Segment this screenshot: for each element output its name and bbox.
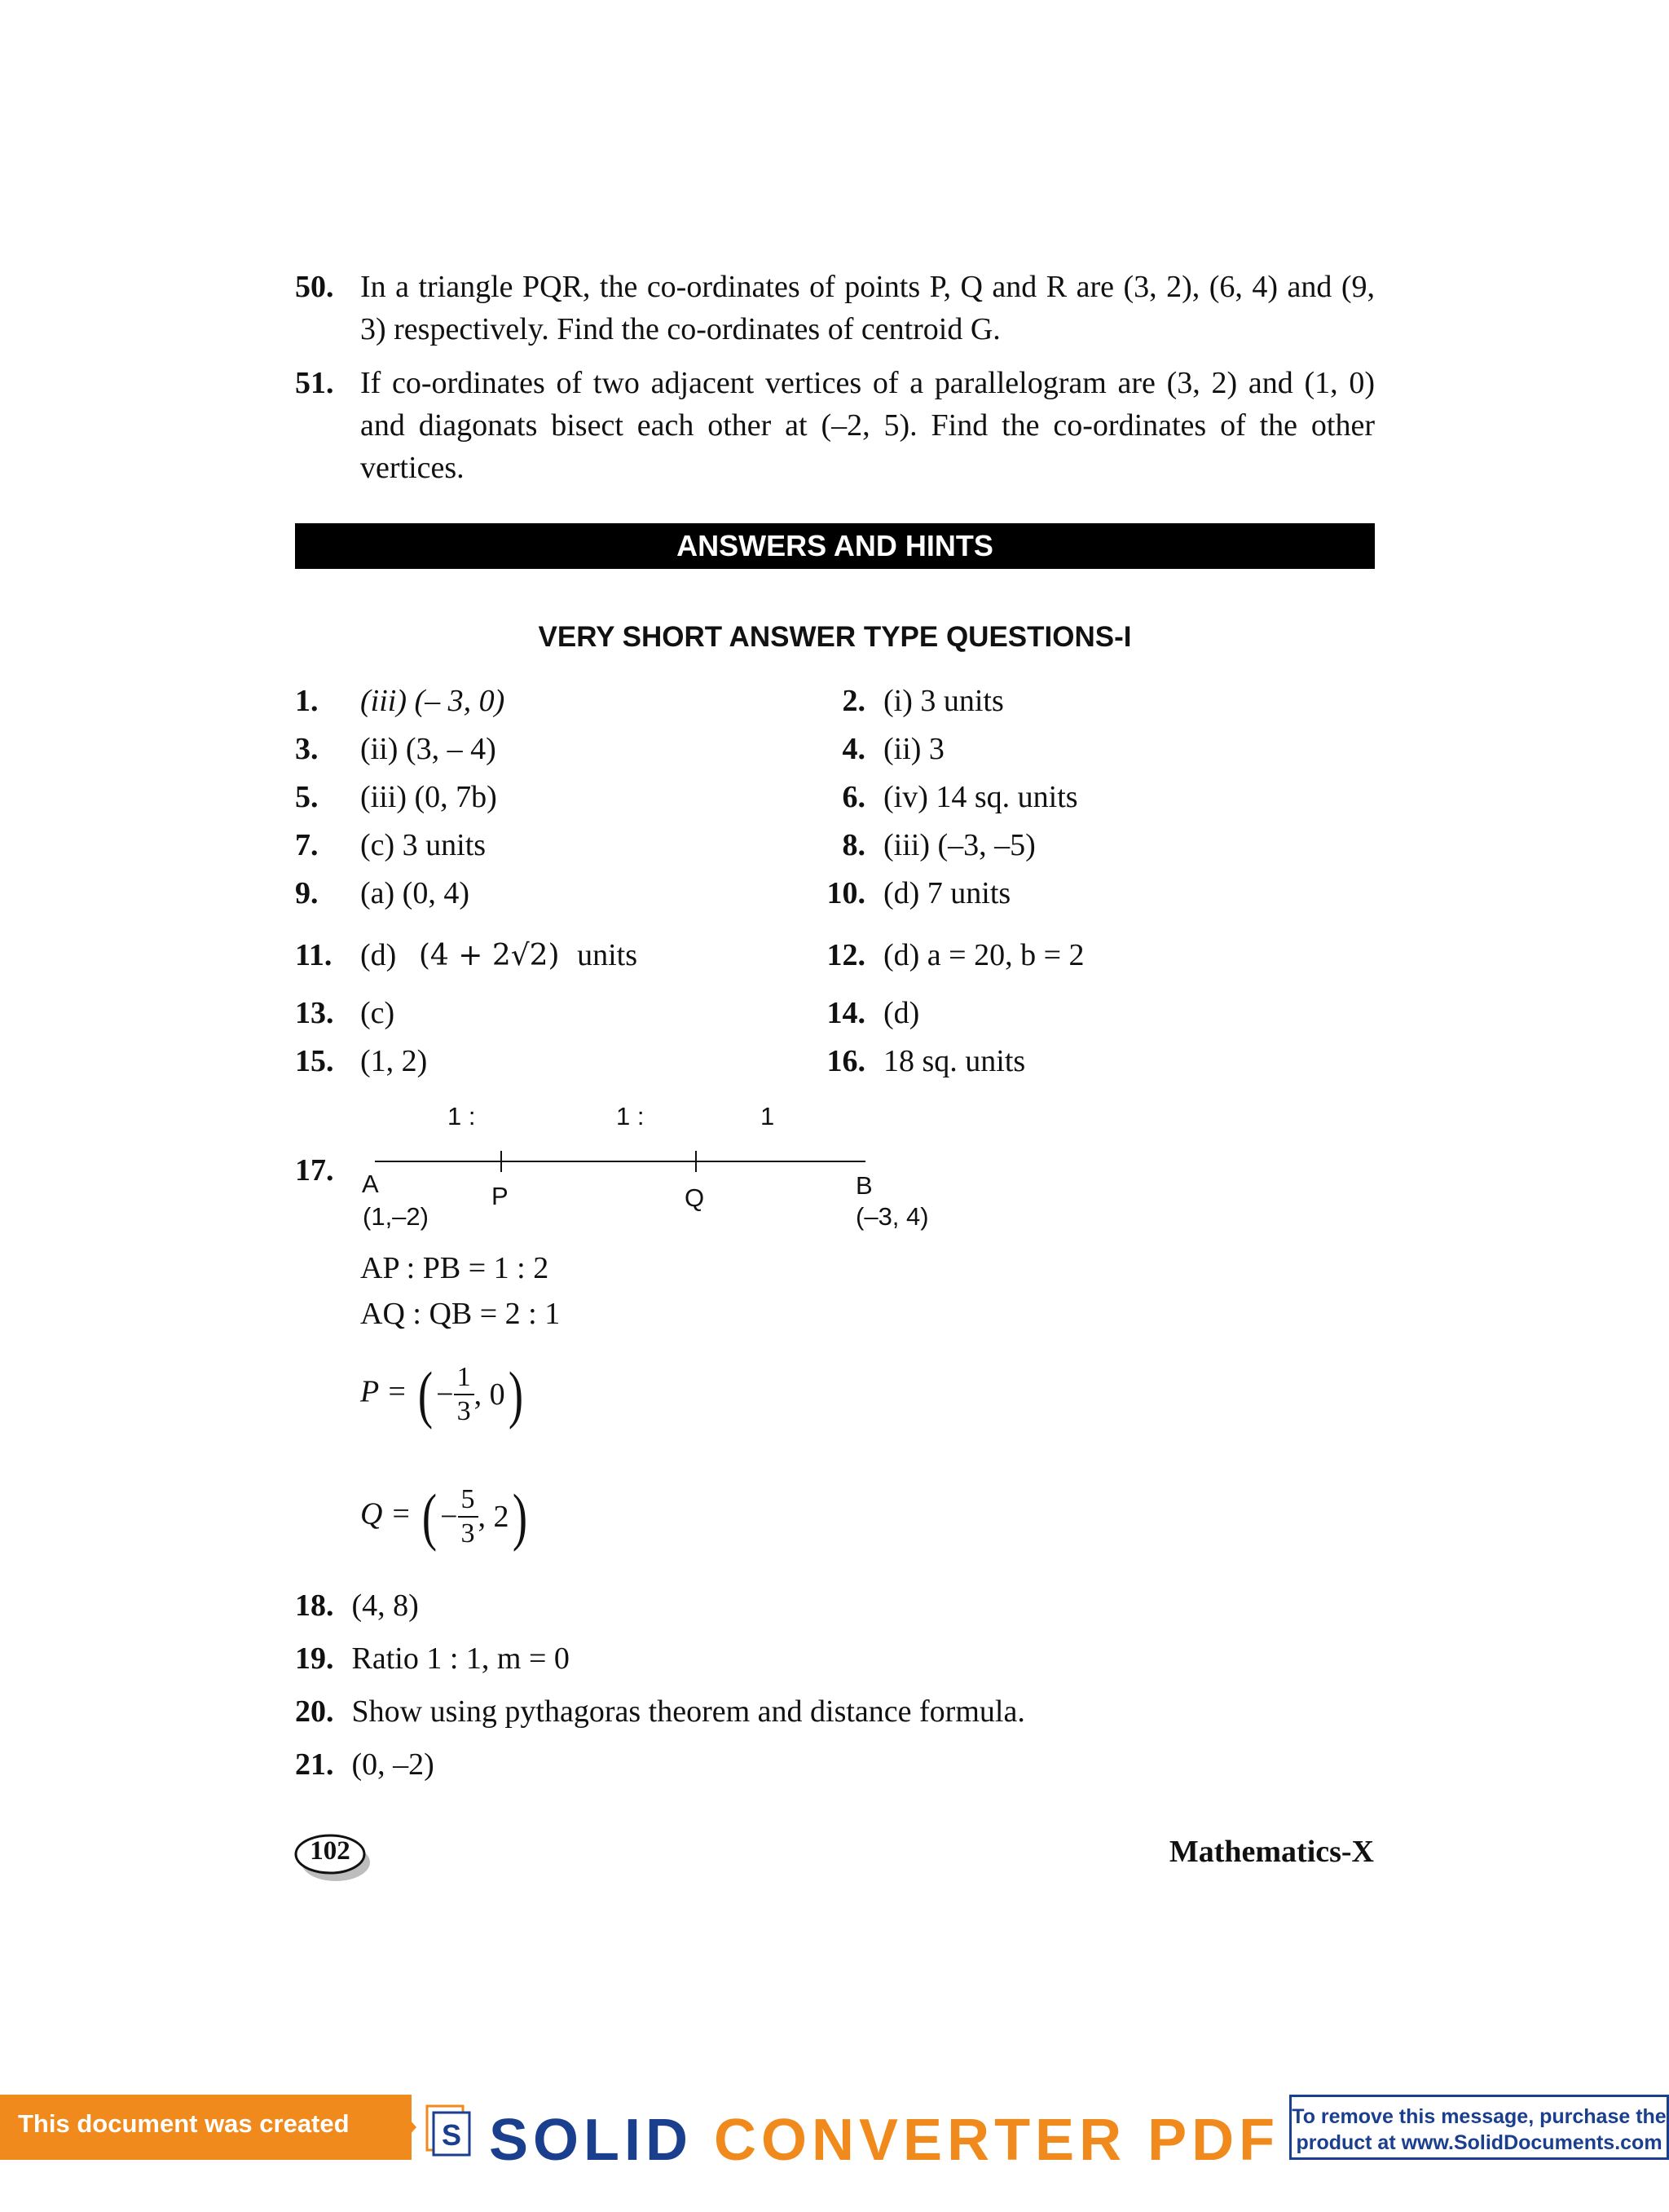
answer-15 (295, 1040, 427, 1082)
answer-6 (817, 776, 1078, 818)
answer-number: 18. (295, 1588, 334, 1623)
answer-number: 14. (826, 996, 865, 1030)
ratio-label: 1 : (447, 1102, 476, 1130)
answer-11 (295, 934, 637, 977)
purchase-line-2: product at www.SolidDocuments.com (1296, 2131, 1662, 2154)
watermark-purchase-link[interactable] (1289, 2095, 1669, 2160)
watermark-left: This document was created using (0, 2095, 412, 2160)
answer-1 (295, 680, 504, 722)
question-text: If co-ordinates of two adjacent vertices of a parallelogram are (3, 2) and (1, 0) and diagonats bisect each other at (–2, 5). Find the co-ordinates of the other vertices. (360, 366, 1375, 485)
answer-text: (4, 8) (351, 1588, 419, 1623)
logo-solid: SOLID (489, 2108, 694, 2173)
section-title: VERY SHORT ANSWER TYPE QUESTIONS-I (538, 621, 1132, 653)
answer-text: (c) 3 units (360, 828, 487, 862)
answer-text: (iv) 14 sq. units (883, 780, 1078, 814)
page-number-badge (293, 1831, 367, 1872)
numerator: 1 (454, 1361, 474, 1395)
answer-number: 3. (295, 732, 319, 766)
answer-text: (ii) 3 (883, 732, 945, 766)
watermark-logo (489, 2108, 1280, 2173)
answer-number: 20. (295, 1694, 334, 1729)
answer-text: (iii) (– 3, 0) (360, 684, 505, 718)
answer-8 (817, 824, 1036, 866)
answer-text: Ratio 1 : 1, m = 0 (351, 1641, 570, 1676)
point-b-label: B (856, 1171, 873, 1200)
question-number: 51. (295, 366, 334, 400)
left-paren: ( (421, 1481, 438, 1552)
answer-text: (iii) (–3, –5) (883, 828, 1036, 862)
question-51 (295, 362, 1375, 489)
svg-text:S: S (441, 2118, 462, 2152)
answer-7 (295, 824, 486, 866)
point-q-formula: Q = ( − $\frac{5}{3}$ , 2) (360, 1481, 527, 1552)
answer-text: (d) (360, 938, 397, 972)
answer-4 (817, 728, 945, 770)
point-q-label: Q (685, 1183, 705, 1212)
left-paren: ( (418, 1359, 434, 1430)
answer-math: (4 + 2√2) (418, 939, 560, 972)
denominator: 3 (456, 1396, 471, 1426)
answer-16 (817, 1040, 1025, 1082)
fraction (454, 1361, 474, 1428)
answer-number: 6. (842, 780, 865, 814)
answer-tail: units (577, 938, 638, 972)
answer-number: 8. (842, 828, 865, 862)
line-segment-diagram (367, 1141, 872, 1190)
answer-number: 17. (295, 1153, 334, 1188)
right-paren: ) (508, 1359, 523, 1430)
answer-14 (817, 992, 919, 1034)
answer-10 (817, 872, 1011, 914)
purchase-line-1: To remove this message, purchase the (1292, 2105, 1667, 2128)
answer-18 (295, 1584, 419, 1627)
ratio-label: 1 (760, 1102, 775, 1130)
answer-number: 21. (295, 1747, 334, 1782)
watermark-arrow (387, 2095, 416, 2160)
answer-5 (295, 776, 497, 818)
answer-number: 7. (295, 828, 319, 862)
answer-text: Show using pythagoras theorem and distance formula. (351, 1694, 1025, 1729)
question-number: 50. (295, 270, 334, 304)
answer-number: 9. (295, 876, 319, 910)
logo-converter: CONVERTER PDF (714, 2108, 1280, 2173)
q-label: Q = (360, 1496, 412, 1531)
q-second: 2 (493, 1500, 509, 1534)
answer-number: 10. (826, 876, 865, 910)
p-label: P = (360, 1374, 407, 1409)
answer-number: 5. (295, 780, 319, 814)
ratio-aq-qb: AQ : QB = 2 : 1 (360, 1297, 561, 1331)
book-title: Mathematics-X (1169, 1835, 1374, 1869)
page-number: 102 (310, 1836, 350, 1866)
answer-number: 11. (295, 938, 332, 972)
ratio-label: 1 : (616, 1102, 645, 1130)
answer-number: 1. (295, 684, 319, 718)
solid-logo-icon (422, 2103, 474, 2157)
answer-number: 4. (842, 732, 865, 766)
answer-number: 15. (295, 1044, 334, 1078)
answer-text: (a) (0, 4) (360, 876, 469, 910)
answers-banner: ANSWERS AND HINTS (295, 523, 1375, 569)
answer-21 (295, 1743, 434, 1786)
answer-17 (295, 1149, 334, 1192)
answer-20 (295, 1690, 1025, 1733)
answer-text: (d) (883, 996, 920, 1030)
answer-19 (295, 1637, 570, 1680)
answer-text: (d) a = 20, b = 2 (883, 938, 1085, 972)
denominator: 3 (460, 1518, 475, 1549)
numerator: 5 (458, 1483, 478, 1518)
fraction (458, 1483, 478, 1550)
answer-text: (c) (360, 996, 395, 1030)
answer-text: (d) 7 units (883, 876, 1011, 910)
answer-3 (295, 728, 496, 770)
answer-2 (817, 680, 1004, 722)
question-50 (295, 266, 1375, 350)
answer-12 (817, 934, 1085, 976)
answer-text: (1, 2) (360, 1044, 428, 1078)
question-text: In a triangle PQR, the co-ordinates of points P, Q and R are (3, 2), (6, 4) and (9, 3) respectively. Find the co-ordinates of centroid G. (360, 270, 1375, 346)
answer-text: (i) 3 units (883, 684, 1004, 718)
point-p-label: P (491, 1182, 509, 1210)
answer-number: 16. (826, 1044, 865, 1078)
answer-number: 13. (295, 996, 334, 1030)
point-a-label: A (362, 1170, 379, 1198)
right-paren: ) (512, 1481, 527, 1552)
answer-13 (295, 992, 394, 1034)
p-second: 0 (489, 1377, 505, 1412)
point-b-coord: (–3, 4) (856, 1202, 929, 1231)
answer-9 (295, 872, 469, 914)
answer-number: 19. (295, 1641, 334, 1676)
point-p-formula: P = ( − $\frac{1}{3}$ , 0) (360, 1359, 523, 1430)
answer-number: 12. (826, 938, 865, 972)
answer-text: (ii) (3, – 4) (360, 732, 496, 766)
answer-text: (iii) (0, 7b) (360, 780, 497, 814)
point-a-coord: (1,–2) (363, 1202, 429, 1231)
ratio-ap-pb: AP : PB = 1 : 2 (360, 1251, 549, 1285)
answer-number: 2. (842, 684, 865, 718)
answer-text: 18 sq. units (883, 1044, 1026, 1078)
answer-text: (0, –2) (351, 1747, 434, 1782)
